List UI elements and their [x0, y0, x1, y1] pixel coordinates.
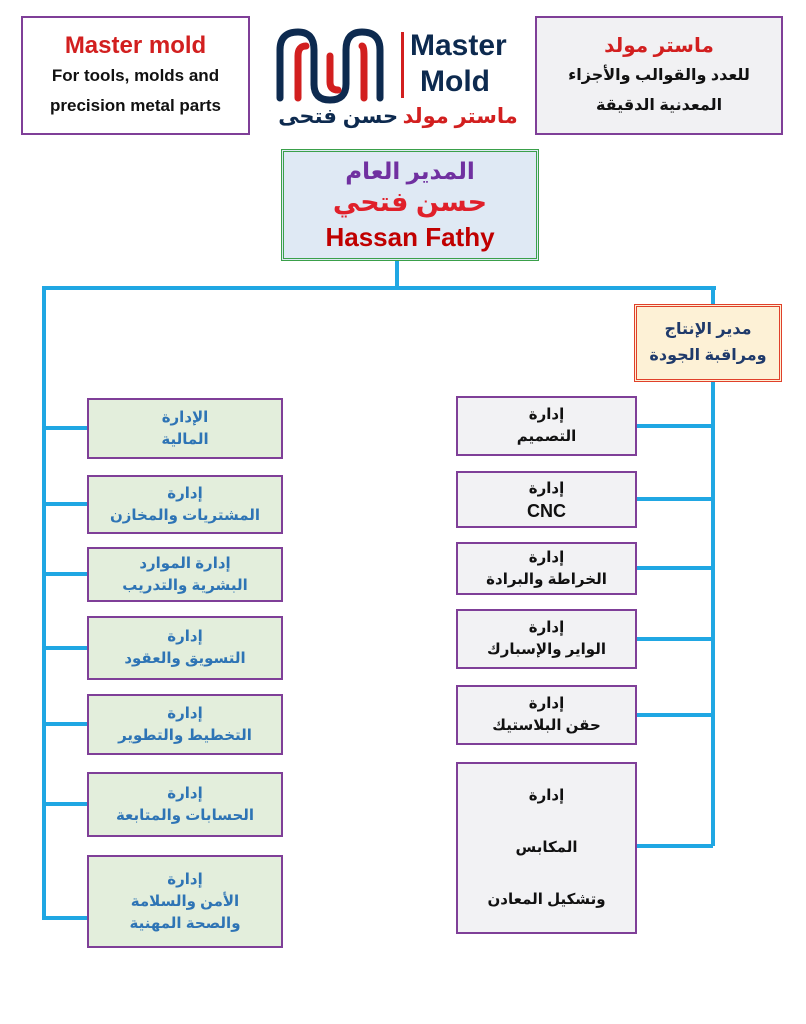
dept-line: التصميم	[516, 428, 577, 445]
connector-left-branch	[44, 646, 88, 650]
company-logo	[270, 18, 526, 134]
dept-marketing-contracts	[87, 616, 283, 680]
header-right-line1: للعدد والقوالب والأجزاء	[568, 66, 750, 84]
dept-line: المالية	[161, 430, 209, 448]
dept-line: وتشكيل المعادن	[487, 891, 606, 908]
header-left-box	[21, 16, 250, 135]
dept-hr-training	[87, 547, 283, 602]
connector-left-branch	[44, 722, 88, 726]
logo-arabic-text	[274, 104, 522, 129]
ceo-box	[281, 149, 539, 261]
dept-presses-metal-forming	[456, 762, 637, 934]
dept-line: إدارة	[528, 619, 565, 636]
dept-line: الخراطة والبرادة	[486, 570, 607, 588]
connector-left-branch	[44, 802, 88, 806]
ceo-name-english: Hassan Fathy	[325, 221, 495, 252]
ceo-title: المدير العام	[345, 157, 475, 184]
connector-left-branch	[44, 572, 88, 576]
dept-line: حقن البلاستيك	[492, 717, 601, 734]
dept-line: الأمن والسلامة	[130, 892, 240, 910]
dept-line: المكابس	[515, 839, 578, 856]
dept-line: إدارة	[528, 479, 565, 497]
dept-cnc	[456, 471, 637, 528]
dept-line: إدارة	[528, 787, 565, 804]
logo-mark-icon	[274, 22, 390, 108]
connector-right-branch	[636, 844, 713, 848]
connector-left-trunk	[42, 286, 46, 920]
dept-purchasing-warehouses	[87, 475, 283, 534]
dept-line: إدارة	[528, 695, 565, 712]
connector-left-branch	[44, 916, 88, 920]
dept-turning-filing	[456, 542, 637, 595]
connector-right-branch	[636, 424, 713, 428]
dept-line: الواير والإسبارك	[487, 641, 606, 658]
dept-line: المشتريات والمخازن	[109, 506, 261, 524]
production-manager-line1: مدير الإنتاج	[664, 321, 752, 338]
dept-plastic-injection	[456, 685, 637, 745]
logo-text-mold: Mold	[420, 65, 490, 98]
dept-line: الحسابات والمتابعة	[115, 806, 255, 824]
dept-line: إدارة	[167, 704, 203, 722]
dept-planning-development	[87, 694, 283, 755]
dept-line: إدارة الموارد	[139, 554, 231, 572]
dept-finance	[87, 398, 283, 459]
connector-right-branch	[636, 566, 713, 570]
connector-right-branch	[636, 497, 713, 501]
dept-line: إدارة	[167, 628, 203, 645]
logo-arabic-prefix: ماستر مولد	[402, 105, 518, 128]
dept-line: الإدارة	[161, 408, 209, 426]
logo-divider	[401, 32, 404, 98]
dept-design	[456, 396, 637, 456]
dept-line: CNC	[527, 500, 566, 521]
dept-safety-health	[87, 855, 283, 948]
connector-right-branch	[636, 713, 713, 717]
production-manager-box	[634, 304, 782, 382]
header-left-line2: precision metal parts	[49, 95, 221, 115]
header-left-title: Master mold	[64, 31, 207, 59]
connector-left-branch	[44, 426, 88, 430]
header-right-title: ماستر مولد	[604, 34, 714, 57]
production-manager-line2: ومراقبة الجودة	[649, 347, 767, 364]
connector-right-branch	[636, 637, 713, 641]
connector-ceo-down	[395, 260, 399, 289]
header-right-box	[535, 16, 783, 135]
logo-text-master: Master	[410, 29, 507, 62]
dept-line: إدارة	[167, 484, 203, 502]
header-right-line2: المعدنية الدقيقة	[595, 96, 723, 114]
header-left-line1: For tools, molds and	[51, 65, 220, 85]
dept-line: البشرية والتدريب	[122, 576, 248, 594]
ceo-name-arabic: حسن فتحي	[332, 186, 488, 217]
dept-line: إدارة	[528, 406, 565, 423]
connector-main-horizontal	[42, 286, 716, 290]
dept-line: التخطيط والتطوير	[118, 726, 252, 744]
dept-line: والصحة المهنية	[129, 914, 241, 932]
dept-wire-spark	[456, 609, 637, 669]
dept-accounts-followup	[87, 772, 283, 837]
dept-line: إدارة	[167, 870, 203, 888]
dept-line: إدارة	[528, 548, 565, 566]
connector-left-branch	[44, 502, 88, 506]
dept-line: التسويق والعقود	[124, 650, 246, 667]
logo-arabic-suffix: حسن فتحى	[278, 105, 399, 128]
dept-line: إدارة	[167, 784, 203, 802]
